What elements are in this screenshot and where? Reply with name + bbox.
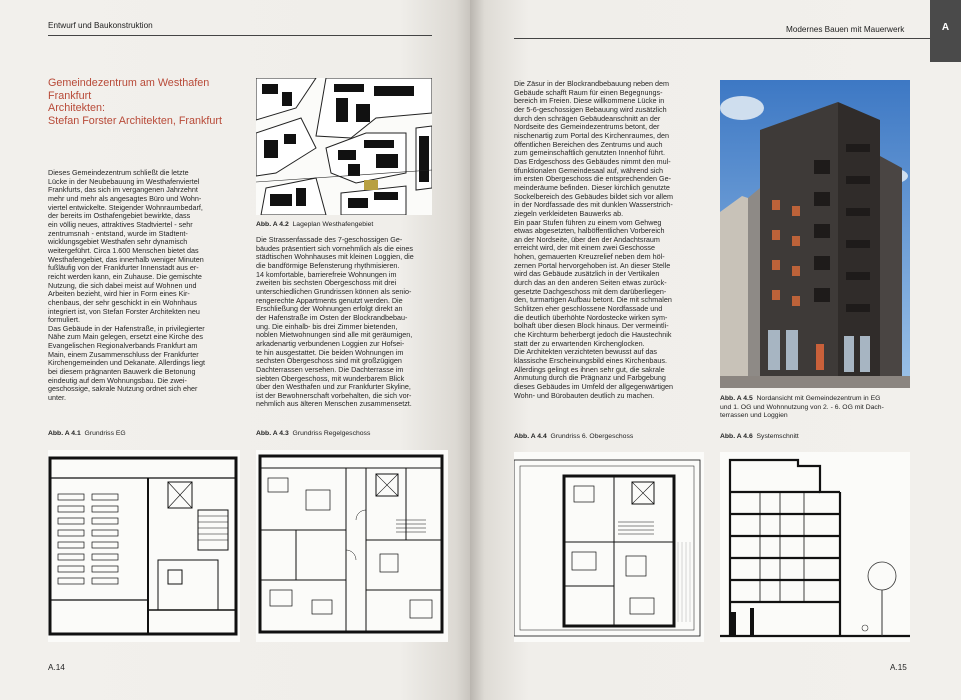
text-line: wird das Gebäude zusätzlich in der Vertikalen xyxy=(514,269,660,279)
left-column-text xyxy=(48,169,244,403)
text-line: die deutlich überhöhte Nordostecke wirken sym- xyxy=(514,312,668,322)
sixth-floor-drawing xyxy=(514,452,704,642)
text-line: Ein paar Stufen führen zu einem vom Gehweg xyxy=(514,217,662,227)
text-line: bereich im Freien. Diese willkommene Lücke in xyxy=(514,96,665,106)
text-line: ein völlig neues, attraktives Stadtviertel - sehr xyxy=(48,219,193,229)
text-line: che Kirchturm beherbergt jedoch die Haustechnik xyxy=(514,330,672,340)
header-rule-right xyxy=(514,38,930,39)
site-plan-figure xyxy=(256,78,432,215)
running-head-right: Modernes Bauen mit Mauerwerk xyxy=(786,25,905,34)
text-line: siebten Obergeschoss, mit wunderbarem Blick xyxy=(256,373,405,383)
text-line: arkadenartig verbundenen Loggien zur Hofsei- xyxy=(256,338,405,348)
text-line: zernen Portal hervorgehoben ist. An dieser Stelle xyxy=(514,260,671,270)
caption-id: Abb. A 4.4 xyxy=(514,433,547,440)
building-photo-drawing xyxy=(720,80,910,388)
section-caption xyxy=(720,433,799,442)
right-column-text xyxy=(514,80,710,400)
page-number-left: A.14 xyxy=(48,663,65,672)
caption-text: Nordansicht mit Gemeindezentrum in EG xyxy=(756,395,881,402)
text-line: Die Strassenfassade des 7-geschossigen Ge- xyxy=(256,235,403,244)
ground-plan-figure xyxy=(48,450,240,642)
text-line: 14 komfortable, barrierefreie Wohnungen im xyxy=(256,269,397,279)
text-line: Dachterrassen versehen. Die Dachterrasse im xyxy=(256,364,404,374)
heading-line: Gemeindezentrum am Westhafen xyxy=(48,77,210,89)
text-line: zentrumsnah - entstand, wurde im Stadtent- xyxy=(48,228,188,238)
text-line: klassische Erscheinungsbild eines Kirchenbaus. xyxy=(514,356,668,365)
text-line: etwas abgesetzten, halböffentlichen Vorbereich xyxy=(514,226,665,236)
heading-line: Frankfurt xyxy=(48,89,92,102)
text-line: Nutzung, die sich dabei meist auf Wohnen und xyxy=(48,280,197,290)
caption-id: Abb. A 4.5 xyxy=(720,395,753,402)
text-line: Die Zäsur in der Blockrandbebauung neben dem xyxy=(514,79,670,88)
caption-id: Abb. A 4.6 xyxy=(720,433,753,440)
text-line: rengerechte Appartments genutzt werden. Die xyxy=(256,295,403,305)
ground-plan-drawing xyxy=(48,450,240,642)
text-line: unterschiedlichen Grundrissen können als senio- xyxy=(256,286,412,296)
text-line: Das Erdgeschoss des Gebäudes nimmt den mul- xyxy=(514,156,671,166)
text-line: reicht werden kann, ein Zuhause. Die gemischte xyxy=(48,271,202,281)
text-line: tifunktionalen Gemeindesaal auf, während sich xyxy=(514,165,664,175)
text-line: durch das an den anderen Seiten etwas zurück- xyxy=(514,278,667,288)
text-line: bäudes präsentiert sich vornehmlich als die eines xyxy=(256,243,414,253)
article-heading xyxy=(48,77,248,127)
text-line: der 5-6-geschossigen Bebauung wird zusätzlich xyxy=(514,104,667,114)
text-line: ung. Die einhalb- bis drei Zimmer bietenden, xyxy=(256,321,398,331)
text-line: Wohn- und Bürobauten deutlich zu machen. xyxy=(514,390,655,400)
caption-text: Grundriss EG xyxy=(84,430,126,437)
running-head-left: Entwurf und Baukonstruktion xyxy=(48,21,153,30)
text-line: Erschließung der Wohnungen erfolgt direkt an xyxy=(256,304,403,314)
text-line: statt der zu erwartenden Kirchenglocken. xyxy=(514,338,645,348)
caption-text: terrassen und Loggien xyxy=(720,412,788,420)
caption-text: Lageplan Westhafengebiet xyxy=(292,221,374,228)
text-line: Allerdings gelingt es ihnen sehr gut, die sakrale xyxy=(514,364,665,374)
text-line: der bereits im Osthafengebiet bewirkte, dass xyxy=(48,211,191,221)
text-line: ziegeln verkleideten Bauwerks ab. xyxy=(514,208,624,218)
page-number-right: A.15 xyxy=(890,663,907,672)
building-photo xyxy=(720,80,910,388)
section-figure xyxy=(720,452,910,642)
text-line: hohen, gemauerten Kreuzrelief neben dem höl- xyxy=(514,252,665,262)
text-line: noblen Mietwohnungen sind alle mit geräumigen, xyxy=(256,330,413,340)
text-line: gesetzte Dachgeschoss mit dem darüberliegen- xyxy=(514,286,667,296)
text-line: geschossige, sakrale Nutzung ordnet sich eher xyxy=(48,384,198,394)
text-line: nehmlich aus älteren Menschen zusammensetzt. xyxy=(256,399,412,409)
text-line: in der Nordfassade des mit dunklen Wasserstrich- xyxy=(514,200,673,210)
left-page xyxy=(0,0,470,700)
text-line: bei diesem prägnanten Bauwerk die Betonung xyxy=(48,367,196,377)
text-line: erreicht wird, der mit einem zwei Geschosse xyxy=(514,243,656,253)
caption-text: Systemschnitt xyxy=(756,433,799,440)
text-line: meinderäume befinden. Dieser kirchlich genutzte xyxy=(514,182,670,192)
caption-text: Grundriss Regelgeschoss xyxy=(292,430,371,437)
caption-text: und 1. OG und Wohnnutzung von 2. - 6. OG mit Dach- xyxy=(720,403,884,411)
text-line: viertel entwickelte. Steigender Wohnraumbedarf, xyxy=(48,202,203,212)
text-line: dieses Gebäudes im Umfeld der allgegenwärtigen xyxy=(514,381,674,391)
text-line: Nordseite des Gemeindezentrums betont, der xyxy=(514,122,660,132)
text-line: Kirchengemeinden und Dekanate. Allerdings liegt xyxy=(48,358,206,368)
text-line: zweiten bis sechsten Obergeschoss mit drei xyxy=(256,278,397,288)
section-drawing xyxy=(720,452,910,642)
text-line: Arbeiten bezieht, wird hier in Form eines Kir- xyxy=(48,289,190,299)
middle-column-text xyxy=(256,236,446,409)
typical-plan-drawing xyxy=(256,450,448,642)
site-plan-caption xyxy=(256,221,373,230)
text-line: Das Gebäude in der Hafenstraße, in privilegierter xyxy=(48,323,205,333)
caption-text: Grundriss 6. Obergeschoss xyxy=(550,433,634,440)
section-tab: A xyxy=(930,0,961,62)
text-line: unter. xyxy=(48,393,66,403)
text-line: Main, einem Zusammenschluss der Frankfurter xyxy=(48,349,199,359)
text-line: weitergeführt. Circa 1.600 Menschen bietet das xyxy=(48,245,199,255)
heading-line: Stefan Forster Architekten, Frankfurt xyxy=(48,114,223,127)
photo-caption xyxy=(720,395,920,421)
text-line: die bandförmige Befensterung rhythmisieren. xyxy=(256,260,400,270)
caption-id: Abb. A 4.1 xyxy=(48,430,81,437)
typical-plan-figure xyxy=(256,450,448,642)
text-line: Dieses Gemeindezentrum schließt die letzte xyxy=(48,168,189,177)
text-line: Sockelbereich des Gebäudes bildet sich vor allem xyxy=(514,191,674,201)
text-line: ist der Bewohnerschaft vorbehalten, die sich vor- xyxy=(256,390,412,400)
right-page xyxy=(470,0,961,700)
text-line: im ersten Obergeschoss die entsprechenden Ge- xyxy=(514,174,672,184)
text-line: Schlitzen eher geschlossene Nordfassade und xyxy=(514,304,663,314)
text-line: Anmutung durch die Prägnanz und Farbgebung xyxy=(514,373,666,383)
site-marker xyxy=(364,180,378,190)
text-line: über den Westhafen und zur Frankfurter Skyline, xyxy=(256,382,411,392)
typical-plan-caption xyxy=(256,430,370,439)
text-line: öffentlichen Bereichen des Zentrums und auch xyxy=(514,139,663,149)
text-line: sechsten Obergeschoss sind mit großzügigen xyxy=(256,356,402,366)
text-line: der Hafenstraße im Osten der Blockrandbebau- xyxy=(256,312,408,322)
text-line: zum gemeinschaftlich genutzten Innenhof führt. xyxy=(514,148,666,158)
text-line: eindeutig auf dem Wohnungsbau. Die zwei- xyxy=(48,375,187,385)
header-rule-left xyxy=(48,35,432,36)
text-line: an der Nordseite, über den der Andachtsraum xyxy=(514,234,660,244)
caption-id: Abb. A 4.3 xyxy=(256,430,289,437)
text-line: nischenartig zum Portal des Kirchenraumes, den xyxy=(514,130,670,140)
text-line: Nähe zum Main gelegen, ersetzt eine Kirche des xyxy=(48,332,204,342)
ground-plan-caption xyxy=(48,430,126,439)
heading-line: Architekten: xyxy=(48,102,106,115)
text-line: chenbaus, der sehr geschickt in ein Wohnhaus xyxy=(48,297,197,307)
text-line: Westhafengebiet, das innerhalb weniger Minuten xyxy=(48,254,204,264)
text-line: te hin ausgestattet. Die beiden Wohnungen im xyxy=(256,347,404,357)
text-line: Lücke in der Neubebauung im Westhafenviertel xyxy=(48,176,200,186)
site-plan-drawing xyxy=(256,78,432,215)
text-line: integriert ist, von Stefan Forster Architekten neu xyxy=(48,306,200,316)
text-line: Die Architekten verzichteten bewusst auf das xyxy=(514,347,658,357)
text-line: Evangelischen Regionalverbands Frankfurt am xyxy=(48,341,198,351)
text-line: formuliert. xyxy=(48,315,80,325)
text-line: städtischen Wohnhauses mit kleinen Loggien, die xyxy=(256,252,414,262)
text-line: durch den schrägen Gebäudeanschnitt an der xyxy=(514,113,661,123)
text-line: mehr und mehr als angesagtes Büro und Wohn- xyxy=(48,193,202,203)
text-line: fußläufig von der Frankfurter Innenstadt aus er- xyxy=(48,263,199,273)
text-line: wicklungsgebiet Westhafen sehr dynamisch xyxy=(48,237,188,247)
text-line: Gebäude schafft Raum für einen Begegnungs- xyxy=(514,87,663,97)
sixth-floor-figure xyxy=(514,452,704,642)
text-line: den, turmartigen Aufbau betont. Die mit schmalen xyxy=(514,295,672,305)
caption-id: Abb. A 4.2 xyxy=(256,221,289,228)
text-line: Frankfurts, das sich im vergangenen Jahrzehnt xyxy=(48,185,198,195)
text-line: bolhaft über diesen Block hinaus. Der vermeintli- xyxy=(514,321,669,331)
sixth-floor-caption xyxy=(514,433,633,442)
